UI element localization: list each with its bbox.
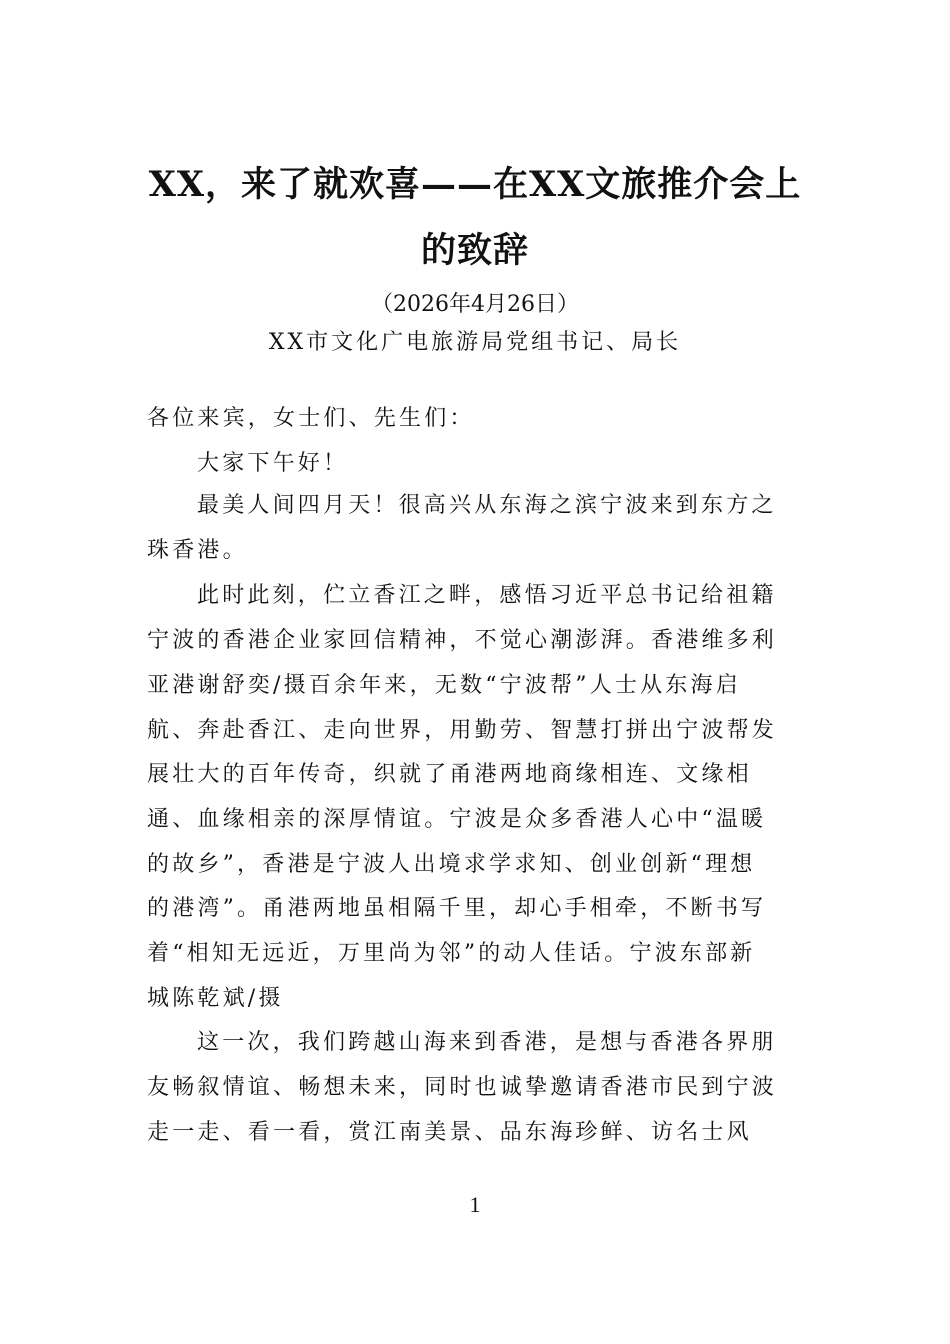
body-line: 通、血缘相亲的深厚情谊。宁波是众多香港人心中“温暖	[147, 807, 767, 832]
body-line: 宁波的香港企业家回信精神，不觉心潮澎湃。香港维多利	[147, 628, 778, 653]
body-line: 航、奔赴香江、走向世界，用勤劳、智慧打拼出宁波帮发	[147, 718, 778, 743]
body-line: 的港湾”。甬港两地虽相隔千里，却心手相牵，不断书写	[147, 896, 767, 921]
body-line: 城陈乾斌/摄	[147, 986, 284, 1011]
body-line: 的故乡”，香港是宁波人出境求学求知、创业创新“理想	[147, 852, 756, 877]
body-line: 这一次，我们跨越山海来到香港，是想与香港各界朋	[197, 1030, 777, 1055]
body-line: 此时此刻，伫立香江之畔，感悟习近平总书记给祖籍	[197, 583, 777, 608]
body-line: 友畅叙情谊、畅想未来，同时也诚挚邀请香港市民到宁波	[147, 1075, 778, 1100]
speaker-title: XX市文化广电旅游局党组书记、局长	[268, 330, 682, 355]
document-title-line-1: XX，来了就欢喜——在XX文旅推介会上	[148, 164, 802, 205]
greeting: 大家下午好！	[197, 451, 349, 476]
body-line: 珠香港。	[147, 538, 248, 563]
body-line: 亚港谢舒奕/摄百余年来，无数“宁波帮”人士从东海启	[147, 673, 741, 698]
page-number: 1	[469, 1192, 481, 1217]
document-title-line-2: 的致辞	[420, 230, 529, 271]
body-line: 展壮大的百年传奇，织就了甬港两地商缘相连、文缘相	[147, 762, 752, 787]
salutation: 各位来宾，女士们、先生们：	[147, 406, 475, 431]
body-line: 着“相知无远近，万里尚为邻”的动人佳话。宁波东部新	[147, 941, 756, 966]
body-line: 最美人间四月天！很高兴从东海之滨宁波来到东方之	[197, 493, 777, 518]
body-line: 走一走、看一看，赏江南美景、品东海珍鲜、访名士风	[147, 1120, 752, 1145]
speech-date: （2026年4月26日）	[371, 292, 579, 317]
